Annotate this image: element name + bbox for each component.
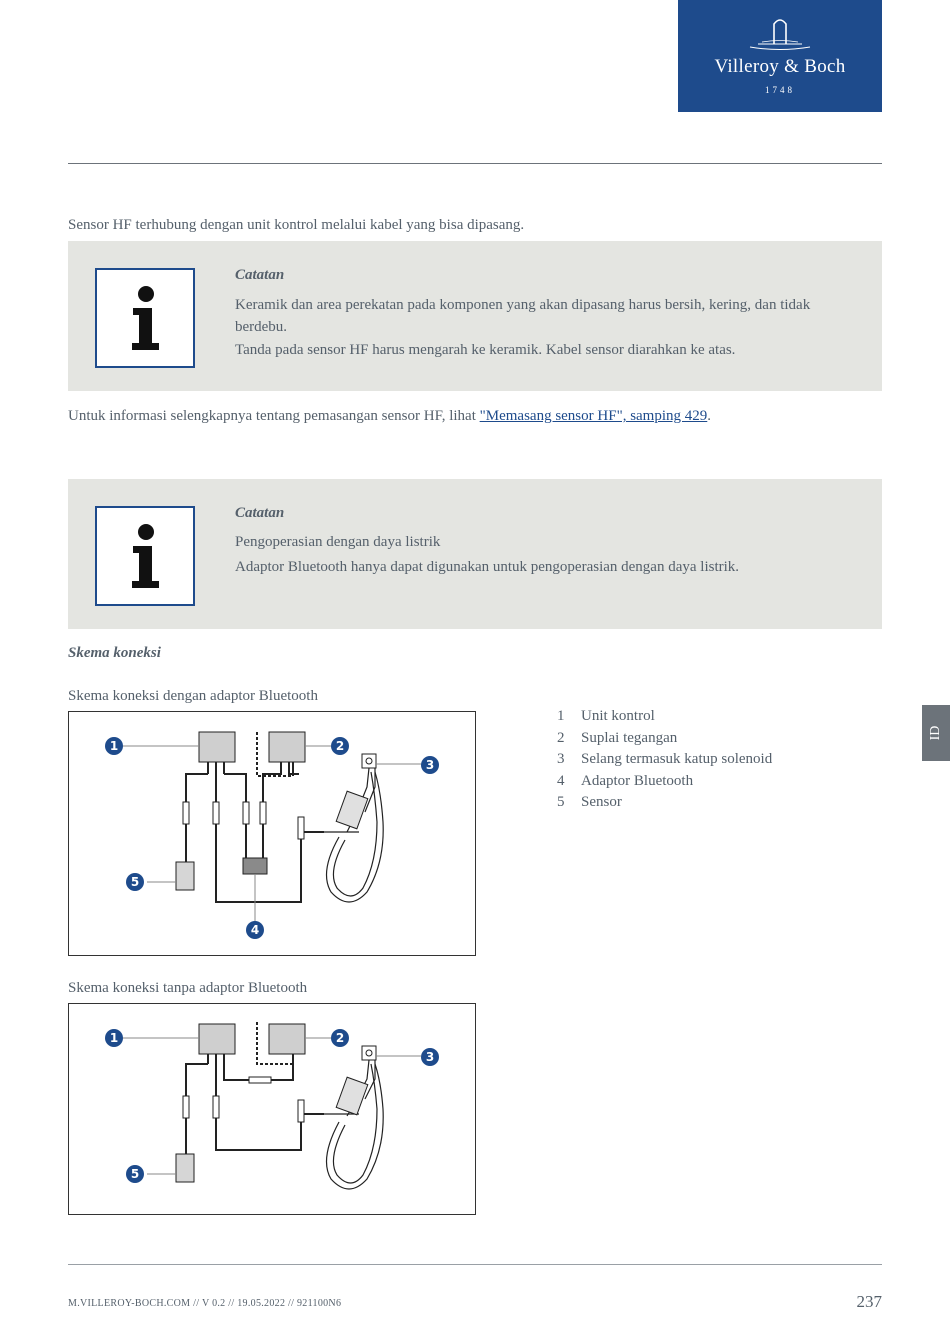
more-info-text xyxy=(68,405,888,427)
brand-logo xyxy=(678,0,882,112)
connection-diagram-without-bluetooth xyxy=(68,1003,476,1215)
marker-label: 1 xyxy=(109,1031,119,1045)
connection-diagram-with-bluetooth xyxy=(68,711,476,956)
diagram-caption: Skema koneksi tanpa adaptor Bluetooth xyxy=(68,980,308,996)
marker-label: 3 xyxy=(425,1050,435,1064)
info-icon xyxy=(95,268,195,368)
marker-label: 2 xyxy=(335,739,345,753)
footer-rule xyxy=(68,1264,882,1265)
marker-label: 4 xyxy=(250,923,260,937)
fountain-logo-icon xyxy=(678,12,882,52)
note-line: Keramik dan area perekatan pada komponen yang akan dipasang harus bersih, kering, dan tidak berdebu. xyxy=(235,297,811,335)
footer-meta: M.VILLEROY-BOCH.COM // V 0.2 // 19.05.2022 // 921100N6 xyxy=(68,1298,342,1309)
note-title: Catatan xyxy=(235,505,285,521)
brand-name: Villeroy & Boch xyxy=(714,56,846,77)
note-line: Tanda pada sensor HF harus mengarah ke keramik. Kabel sensor diarahkan ke atas. xyxy=(235,342,736,358)
marker-label: 2 xyxy=(335,1031,345,1045)
marker-label: 5 xyxy=(130,875,140,889)
cross-reference-link[interactable]: "Memasang sensor HF", samping 429 xyxy=(479,408,708,424)
note-line: Pengoperasian dengan daya listrik xyxy=(235,534,441,550)
marker-label: 1 xyxy=(109,739,119,753)
intro-text: Sensor HF terhubung dengan unit kontrol melalui kabel yang bisa dipasang. xyxy=(68,217,525,233)
note-box-2 xyxy=(68,479,882,629)
legend-item: 1 Unit kontrol xyxy=(557,708,655,724)
info-icon xyxy=(95,506,195,606)
brand-year: 1748 xyxy=(765,85,795,95)
legend-item: 3 Selang termasuk katup solenoid xyxy=(557,751,773,767)
note-line: Adaptor Bluetooth hanya dapat digunakan untuk pengoperasian dengan daya listrik. xyxy=(235,559,740,575)
note-box-1 xyxy=(68,241,882,391)
language-tab[interactable]: ID xyxy=(922,705,950,761)
legend-item: 5 Sensor xyxy=(557,794,622,810)
legend-item: 4 Adaptor Bluetooth xyxy=(557,773,694,789)
more-info-suffix: . xyxy=(707,408,712,424)
legend-item: 2 Suplai tegangan xyxy=(557,730,678,746)
diagram-caption: Skema koneksi dengan adaptor Bluetooth xyxy=(68,688,318,704)
section-heading: Skema koneksi xyxy=(68,645,161,661)
note-title: Catatan xyxy=(235,267,285,283)
marker-label: 5 xyxy=(130,1167,140,1181)
marker-label: 3 xyxy=(425,758,435,772)
more-info-prefix: Untuk informasi selengkapnya tentang pemasangan sensor HF, lihat xyxy=(68,408,480,424)
header-rule xyxy=(68,163,882,164)
page-number: 237 xyxy=(856,1292,882,1311)
